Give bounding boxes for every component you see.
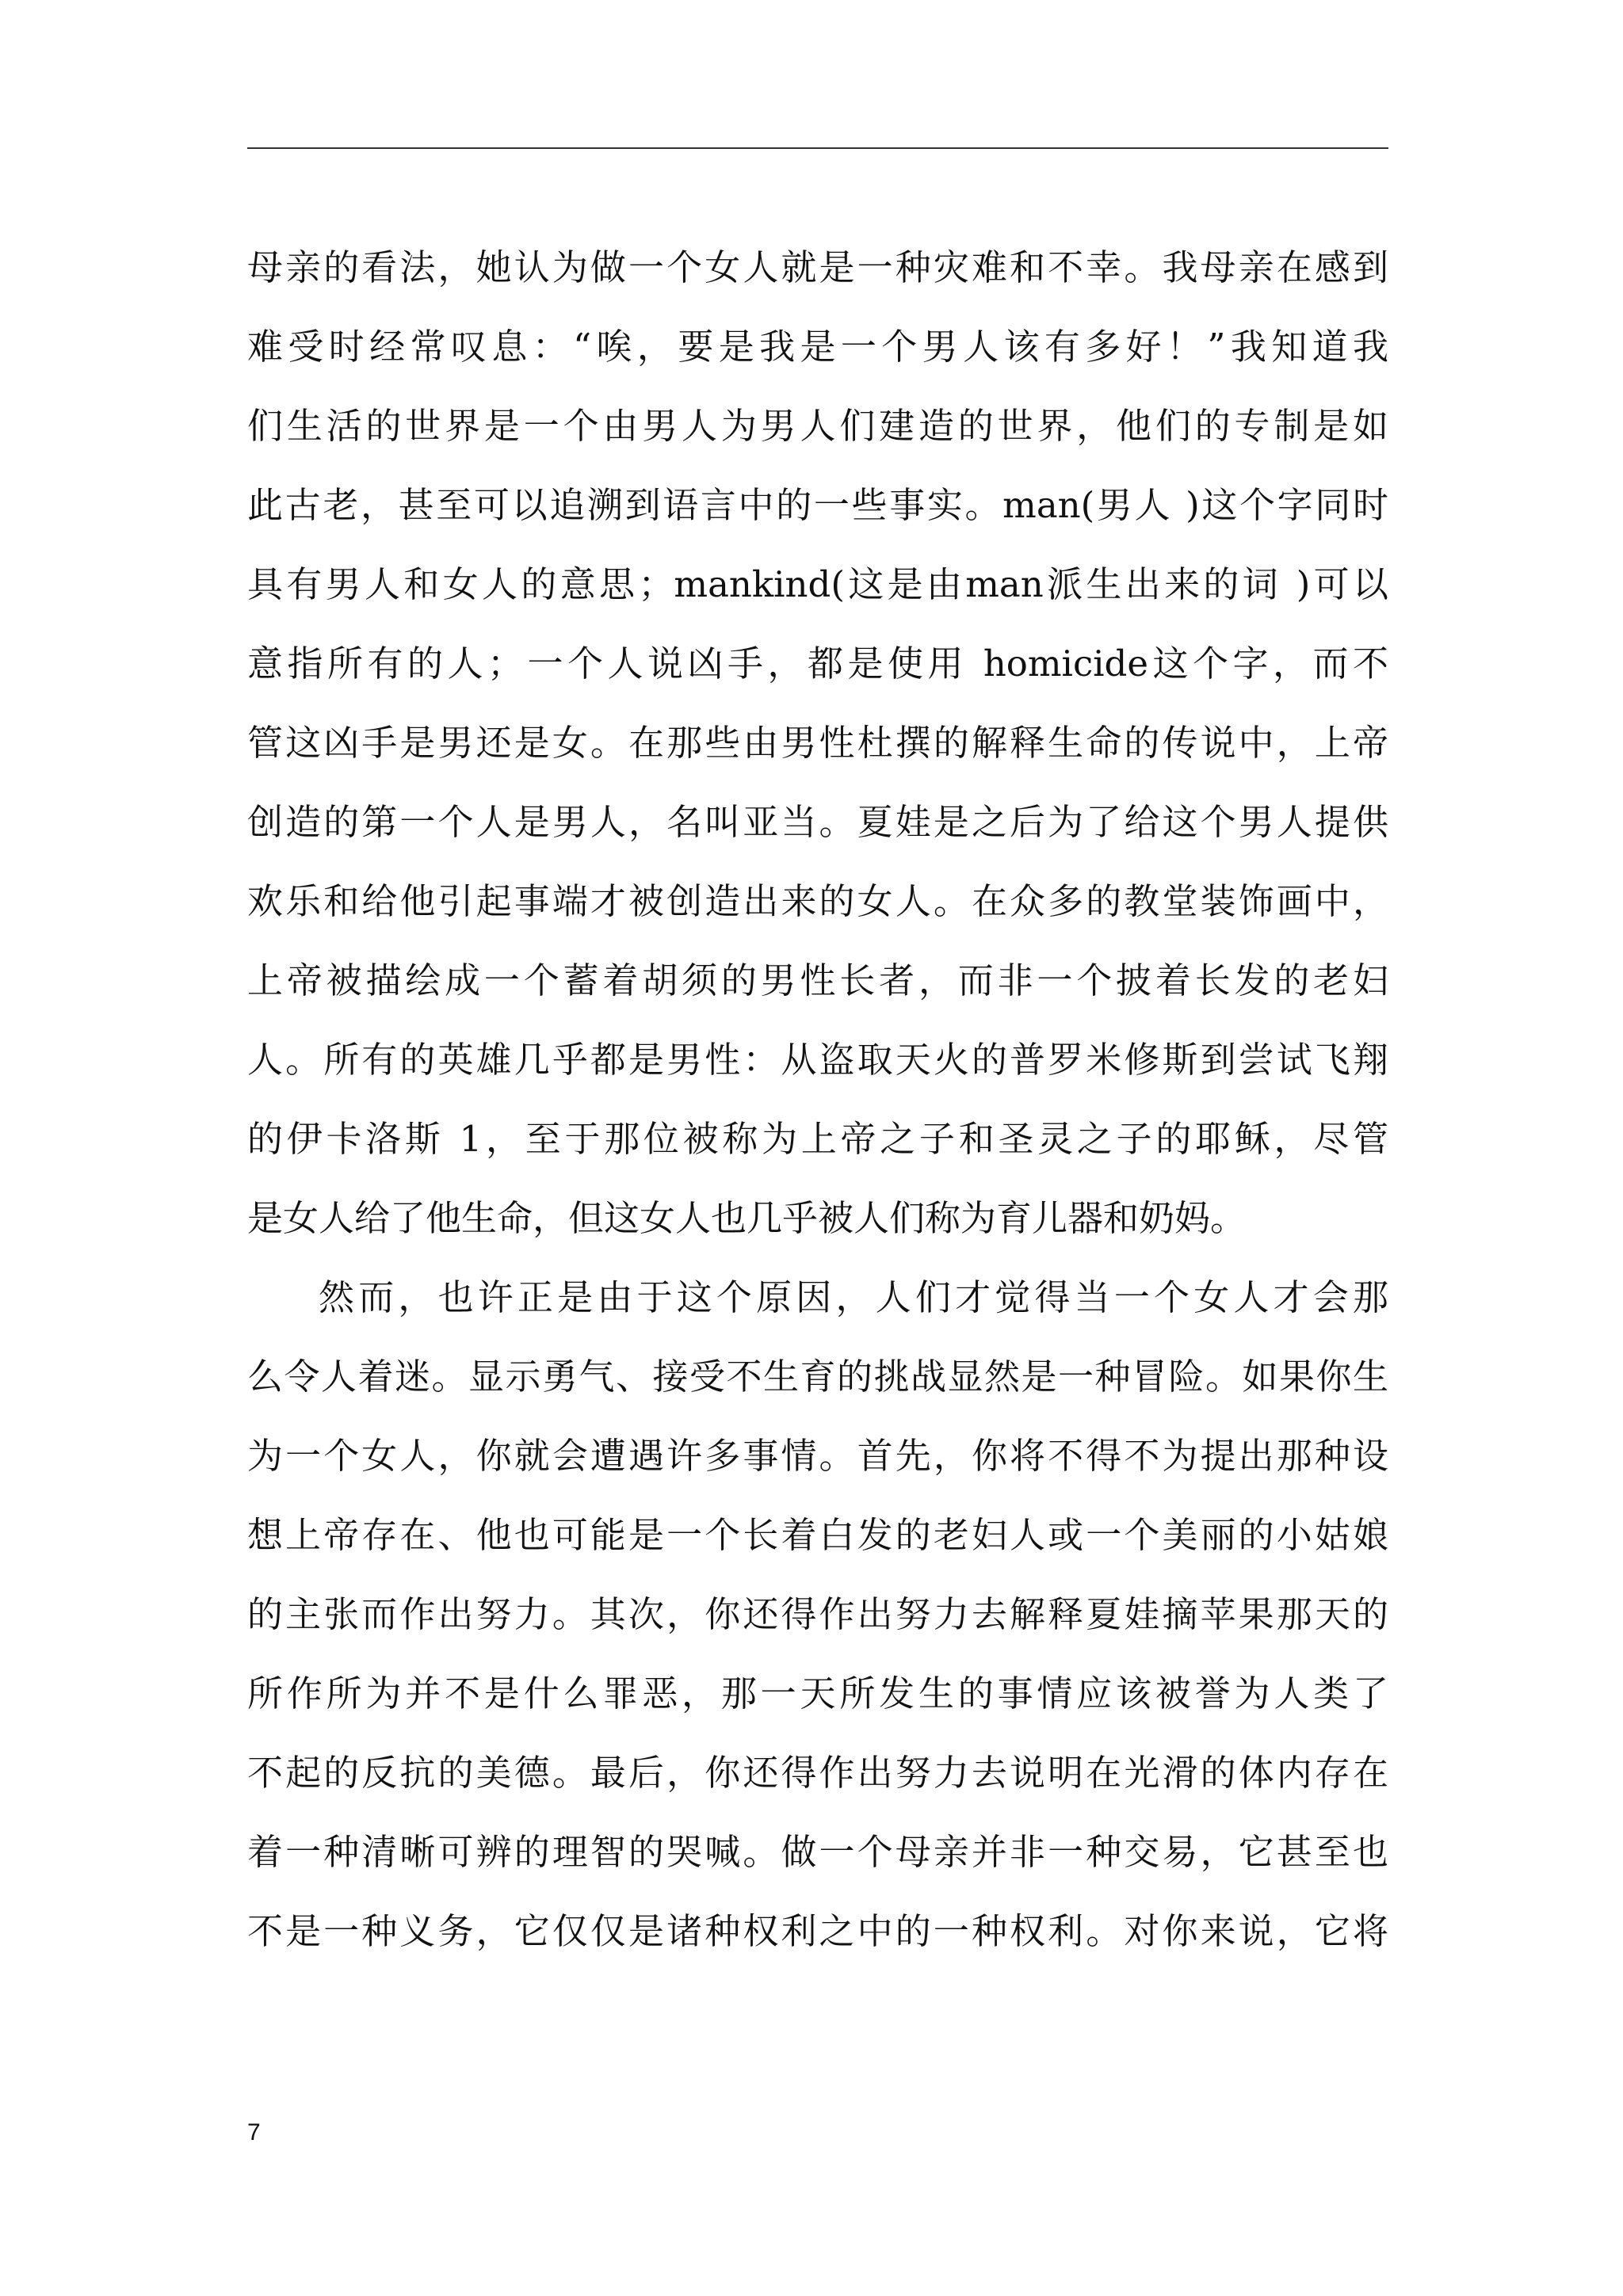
text-line: 所作所为并不是什么罪恶，那一天所发生的事情应该被誉为人类了 [247, 1672, 1388, 1714]
text-line: 然而，也许正是由于这个原因，人们才觉得当一个女人才会那 [319, 1276, 1388, 1318]
text-line: 么令人着迷。显示勇气、接受不生育的挑战显然是一种冒险。如果你生 [247, 1356, 1388, 1398]
text-line: 着一种清晰可辨的理智的哭喊。做一个母亲并非一种交易，它甚至也 [247, 1831, 1388, 1873]
text-line: 为一个女人，你就会遭遇许多事情。首先，你将不得不为提出那种设 [247, 1435, 1388, 1477]
text-line: 意指所有的人；一个人说凶手，都是使用 homicide这个字，而不 [247, 643, 1388, 685]
text-line: 欢乐和给他引起事端才被创造出来的女人。在众多的教堂装饰画中， [247, 880, 1388, 922]
text-line: 们生活的世界是一个由男人为男人们建造的世界，他们的专制是如 [247, 405, 1388, 447]
text-line: 难受时经常叹息：“唉，要是我是一个男人该有多好！”我知道我 [247, 326, 1388, 368]
text-line: 此古老，甚至可以追溯到语言中的一些事实。man(男人 )这个字同时 [247, 484, 1388, 526]
text-line: 不起的反抗的美德。最后，你还得作出努力去说明在光滑的体内存在 [247, 1752, 1388, 1794]
text-line: 的伊卡洛斯 1，至于那位被称为上帝之子和圣灵之子的耶稣，尽管 [247, 1118, 1388, 1160]
text-line: 管这凶手是男还是女。在那些由男性杜撰的解释生命的传说中，上帝 [247, 722, 1388, 764]
text-line: 的主张而作出努力。其次，你还得作出努力去解释夏娃摘苹果那天的 [247, 1593, 1388, 1635]
header-rule [247, 147, 1388, 149]
page-number: 7 [247, 2119, 261, 2145]
text-line: 母亲的看法，她认为做一个女人就是一种灾难和不幸。我母亲在感到 [247, 246, 1388, 288]
text-line: 是女人给了他生命，但这女人也几乎被人们称为育儿器和奶妈。 [247, 1197, 1247, 1239]
text-line: 具有男人和女人的意思；mankind(这是由man派生出来的词 )可以 [247, 563, 1388, 605]
text-line: 人。所有的英雄几乎都是男性：从盗取天火的普罗米修斯到尝试飞翔 [247, 1039, 1388, 1081]
text-line: 上帝被描绘成一个蓄着胡须的男性长者，而非一个披着长发的老妇 [247, 959, 1388, 1001]
body-text [247, 228, 1388, 1971]
text-line: 不是一种义务，它仅仅是诸种权利之中的一种权利。对你来说，它将 [247, 1910, 1388, 1952]
text-line: 想上帝存在、他也可能是一个长着白发的老妇人或一个美丽的小姑娘 [247, 1514, 1388, 1556]
text-line: 创造的第一个人是男人，名叫亚当。夏娃是之后为了给这个男人提供 [247, 801, 1388, 843]
